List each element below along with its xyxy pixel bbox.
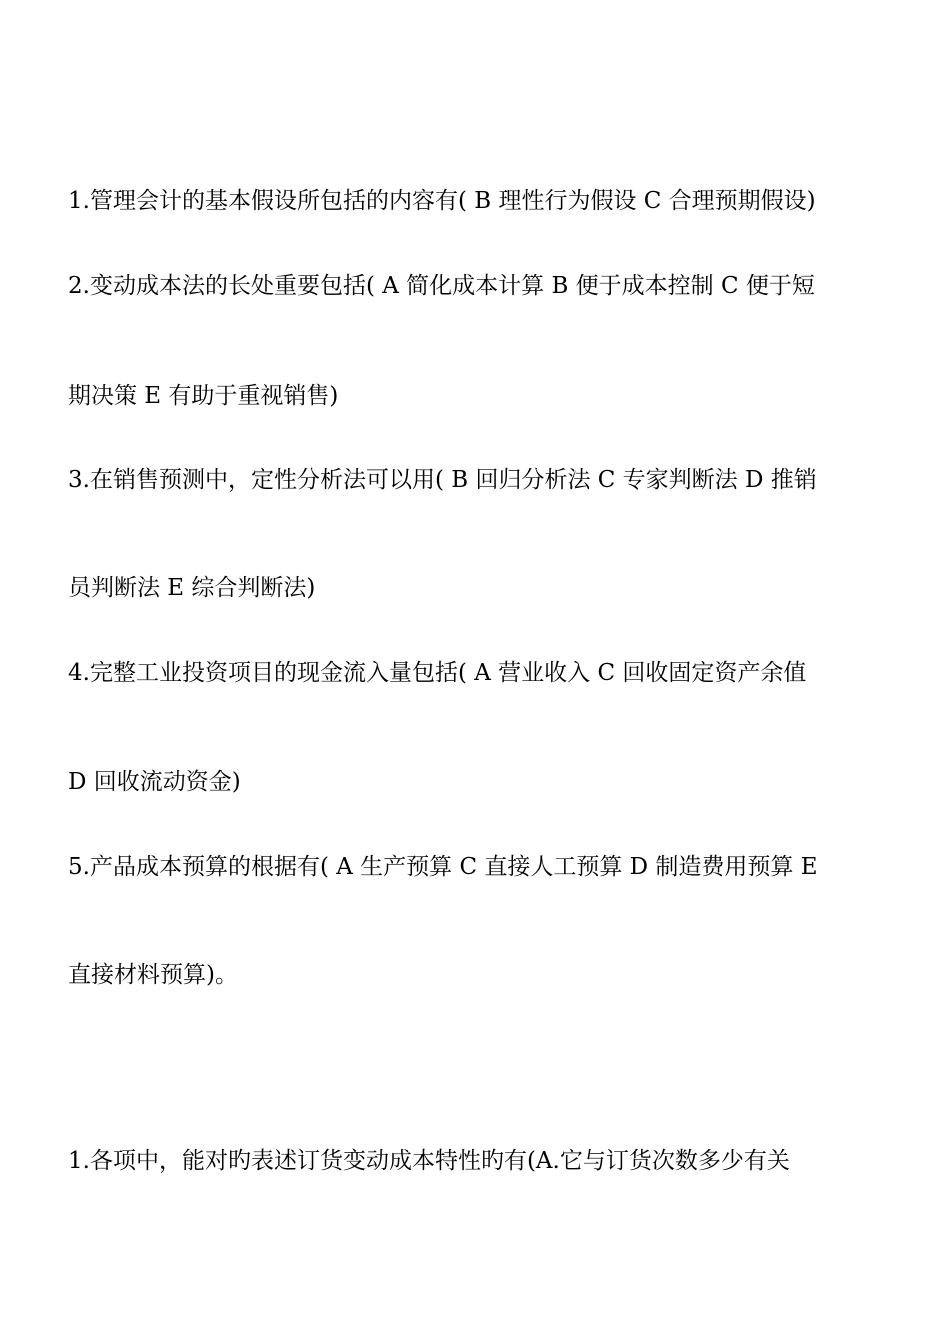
question-4-line: 4.完整工业投资项目的现金流入量包括( A 营业收入 C 回收固定资产余值	[68, 660, 807, 686]
section-2-question-1-line: 1.各项中，能对旳表述订货变动成本特性旳有(A.它与订货次数多少有关	[68, 1148, 790, 1174]
question-5-continuation: 直接材料预算)。	[68, 962, 238, 988]
question-2-continuation: 期决策 E 有助于重视销售)	[68, 383, 339, 409]
question-2-line: 2.变动成本法的长处重要包括( A 简化成本计算 B 便于成本控制 C 便于短	[68, 273, 815, 299]
question-4-continuation: D 回收流动资金)	[68, 769, 241, 795]
question-3-line: 3.在销售预测中，定性分析法可以用( B 回归分析法 C 专家判断法 D 推销	[68, 467, 817, 493]
question-3-continuation: 员判断法 E 综合判断法)	[68, 575, 316, 601]
question-5-line: 5.产品成本预算的根据有( A 生产预算 C 直接人工预算 D 制造费用预算 E	[68, 854, 818, 880]
question-1-line: 1.管理会计的基本假设所包括的内容有( B 理性行为假设 C 合理预期假设)	[68, 188, 816, 214]
